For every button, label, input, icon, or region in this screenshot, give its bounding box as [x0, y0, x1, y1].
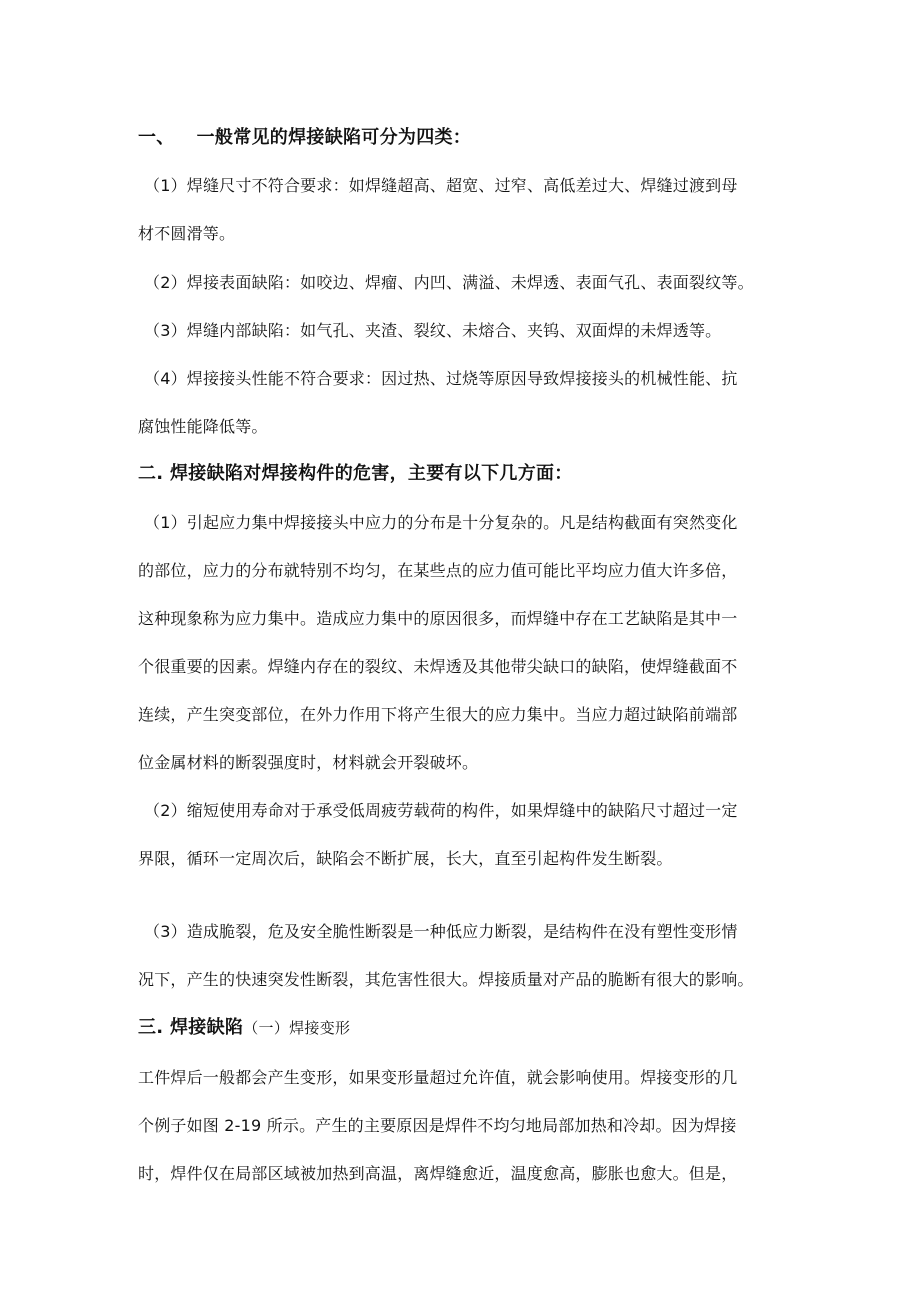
section2-heading: 二. 焊接缺陷对焊接构件的危害，主要有以下几方面：	[138, 463, 573, 484]
section2-item1-line1: （1）引起应力集中焊接接头中应力的分布是十分复杂的。凡是结构截面有突然变化	[144, 513, 738, 532]
section1-number: 一、	[138, 127, 175, 148]
section2-item3-line2: 况下，产生的快速突发性断裂，其危害性很大。焊接质量对产品的脆断有很大的影响。	[138, 970, 754, 989]
section1-item1-line2: 材不圆滑等。	[138, 224, 236, 243]
section2-item1-line3: 这种现象称为应力集中。造成应力集中的原因很多，而焊缝中存在工艺缺陷是其中一	[138, 609, 738, 628]
section1-item1-line1: （1）焊缝尺寸不符合要求：如焊缝超高、超宽、过窄、高低差过大、焊缝过渡到母	[144, 176, 738, 195]
section3-line3: 时，焊件仅在局部区域被加热到高温，离焊缝愈近，温度愈高，膨胀也愈大。但是，	[138, 1164, 738, 1183]
section2-item1-line4: 个很重要的因素。焊缝内存在的裂纹、未焊透及其他带尖缺口的缺陷，使焊缝截面不	[138, 657, 738, 676]
section2-item2-line1: （2）缩短使用寿命对于承受低周疲劳载荷的构件，如果焊缝中的缺陷尺寸超过一定	[144, 801, 738, 820]
section3-line1: 工件焊后一般都会产生变形，如果变形量超过允许值，就会影响使用。焊接变形的几	[138, 1068, 738, 1087]
section3-subtitle: （一）焊接变形	[243, 1019, 351, 1037]
section1-heading	[138, 126, 788, 150]
section3-title: 三. 焊接缺陷	[138, 1017, 244, 1038]
section2-item1-line6: 位金属材料的断裂强度时，材料就会开裂破坏。	[138, 753, 479, 772]
section2-item1-line5: 连续，产生突变部位，在外力作用下将产生很大的应力集中。当应力超过缺陷前端部	[138, 705, 738, 724]
section1-item4-line1: （4）焊接接头性能不符合要求：因过热、过烧等原因导致焊接接头的机械性能、抗	[144, 369, 738, 388]
section2-item3-line1: （3）造成脆裂，危及安全脆性断裂是一种低应力断裂，是结构件在没有塑性变形情	[144, 922, 738, 941]
section2-item1-line2: 的部位，应力的分布就特别不均匀，在某些点的应力值可能比平均应力值大许多倍，	[138, 561, 738, 580]
section1-item2-line1: （2）焊接表面缺陷：如咬边、焊瘤、内凹、满溢、未焊透、表面气孔、表面裂纹等。	[144, 273, 754, 292]
section3-line2: 个例子如图 2-19 所示。产生的主要原因是焊件不均匀地局部加热和冷却。因为焊接	[138, 1116, 737, 1135]
section1-title: 一般常见的焊接缺陷可分为四类：	[196, 127, 472, 148]
section2-item2-line2: 界限，循环一定周次后，缺陷会不断扩展，长大，直至引起构件发生断裂。	[138, 849, 673, 868]
section1-item4-line2: 腐蚀性能降低等。	[138, 417, 268, 436]
section3-heading	[138, 1016, 788, 1040]
section1-item3-line1: （3）焊缝内部缺陷：如气孔、夹渣、裂纹、未熔合、夹钨、双面焊的未焊透等。	[144, 321, 722, 340]
